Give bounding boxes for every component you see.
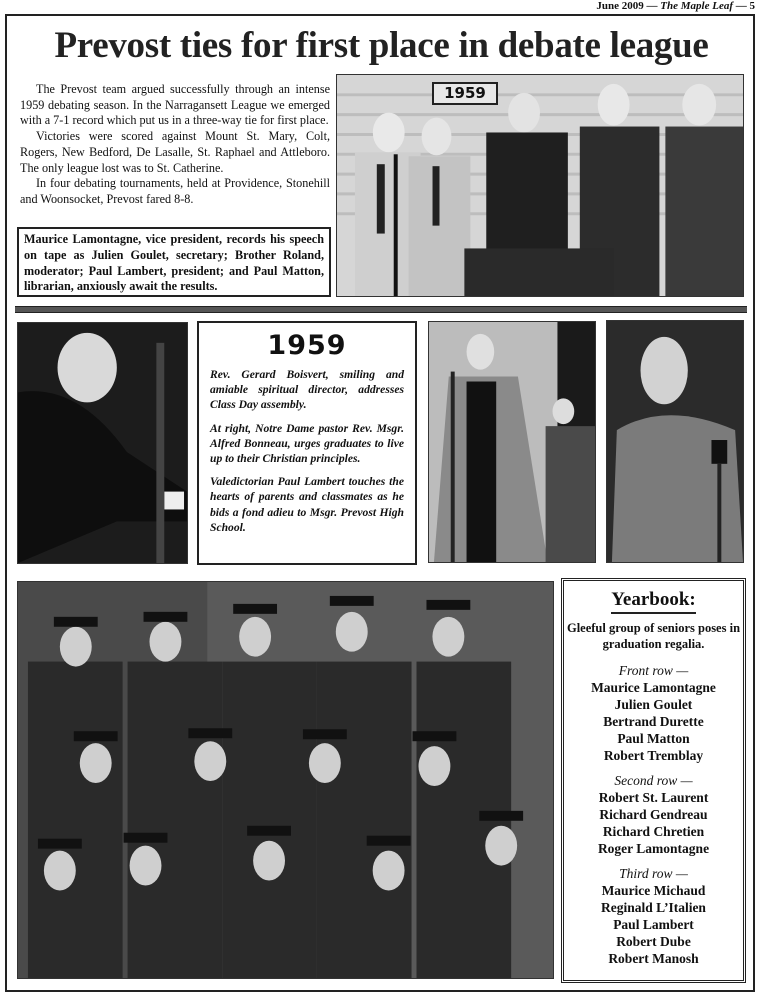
name: Richard Chretien: [602, 824, 705, 839]
name: Maurice Michaud: [601, 883, 706, 898]
class-day-caption: At right, Notre Dame pastor Rev. Msgr. Alfred Bonneau, urges graduates to live up to their Christian principles.: [210, 421, 404, 466]
article-paragraph: In four debating tournaments, held at Providence, Stonehill and Woonsocket, Prevost fared 8-8.: [20, 176, 330, 206]
boisvert-photo: [17, 322, 188, 564]
row-label-second: Second row —: [614, 773, 693, 788]
name: Paul Matton: [617, 731, 690, 746]
name: Julien Goulet: [614, 697, 693, 712]
debate-photo-year-tag: 1959: [432, 82, 498, 105]
folio-page-number: 5: [749, 0, 755, 12]
class-day-year: 1959: [267, 330, 347, 361]
debate-photo-caption: Maurice Lamontagne, vice president, records his speech on tape as Julien Goulet, secretary; Brother Roland, moderator; Paul Lambert, president; and Paul Matton, librarian, anxiously await the results.: [17, 227, 331, 297]
name: Maurice Lamontagne: [591, 680, 716, 695]
class-day-caption-box: [197, 321, 417, 565]
folio-date: June 2009: [596, 0, 644, 12]
row-label-front: Front row —: [618, 663, 689, 678]
class-day-caption: Rev. Gerard Boisvert, smiling and amiable spiritual director, addresses Class Day assembly.: [210, 368, 404, 412]
headline: Prevost ties for first place in debate league: [54, 25, 709, 66]
name: Paul Lambert: [613, 917, 694, 932]
yearbook-caption-box: [561, 578, 746, 983]
name: Robert Tremblay: [603, 748, 704, 763]
debate-team-photo: [336, 74, 744, 297]
bonneau-photo: [428, 321, 596, 563]
name: Robert St. Laurent: [598, 790, 709, 805]
class-group-photo: [17, 581, 554, 979]
article-paragraph: The Prevost team argued successfully through an intense 1959 debating season. In the Narragansett League we emerged with a 7-1 record which put us in a three-way tie for first place.: [20, 82, 330, 128]
folio-publication: The Maple Leaf: [660, 0, 733, 12]
yearbook-description: Gleeful group of seniors poses in graduation regalia.: [566, 621, 741, 651]
yearbook-title: Yearbook:: [611, 589, 695, 614]
page-folio: [596, 0, 755, 12]
folio-separator: —: [646, 0, 658, 12]
name: Bertrand Durette: [603, 714, 704, 729]
article-paragraph: Victories were scored against Mount St. Mary, Colt, Rogers, New Bedford, De Lasalle, St. Raphael and Attleboro. The only league lost was to St. Catherine.: [20, 129, 330, 175]
name: Reginald L’Italien: [601, 900, 706, 915]
section-divider: [15, 306, 747, 313]
name: Robert Dube: [616, 934, 691, 949]
name: Roger Lamontagne: [597, 841, 710, 856]
name: Robert Manosh: [608, 951, 699, 966]
row-names-second: [564, 789, 743, 857]
class-day-caption: Valedictorian Paul Lambert touches the hearts of parents and classmates as he bids a fond adieu to Msgr. Prevost High School.: [210, 475, 404, 534]
folio-separator: —: [735, 0, 747, 12]
row-names-front: [564, 679, 743, 764]
lambert-photo: [606, 320, 744, 563]
name: Richard Gendreau: [599, 807, 708, 822]
row-label-third: Third row —: [619, 866, 688, 881]
row-names-third: [564, 882, 743, 967]
article-body: [20, 82, 330, 208]
